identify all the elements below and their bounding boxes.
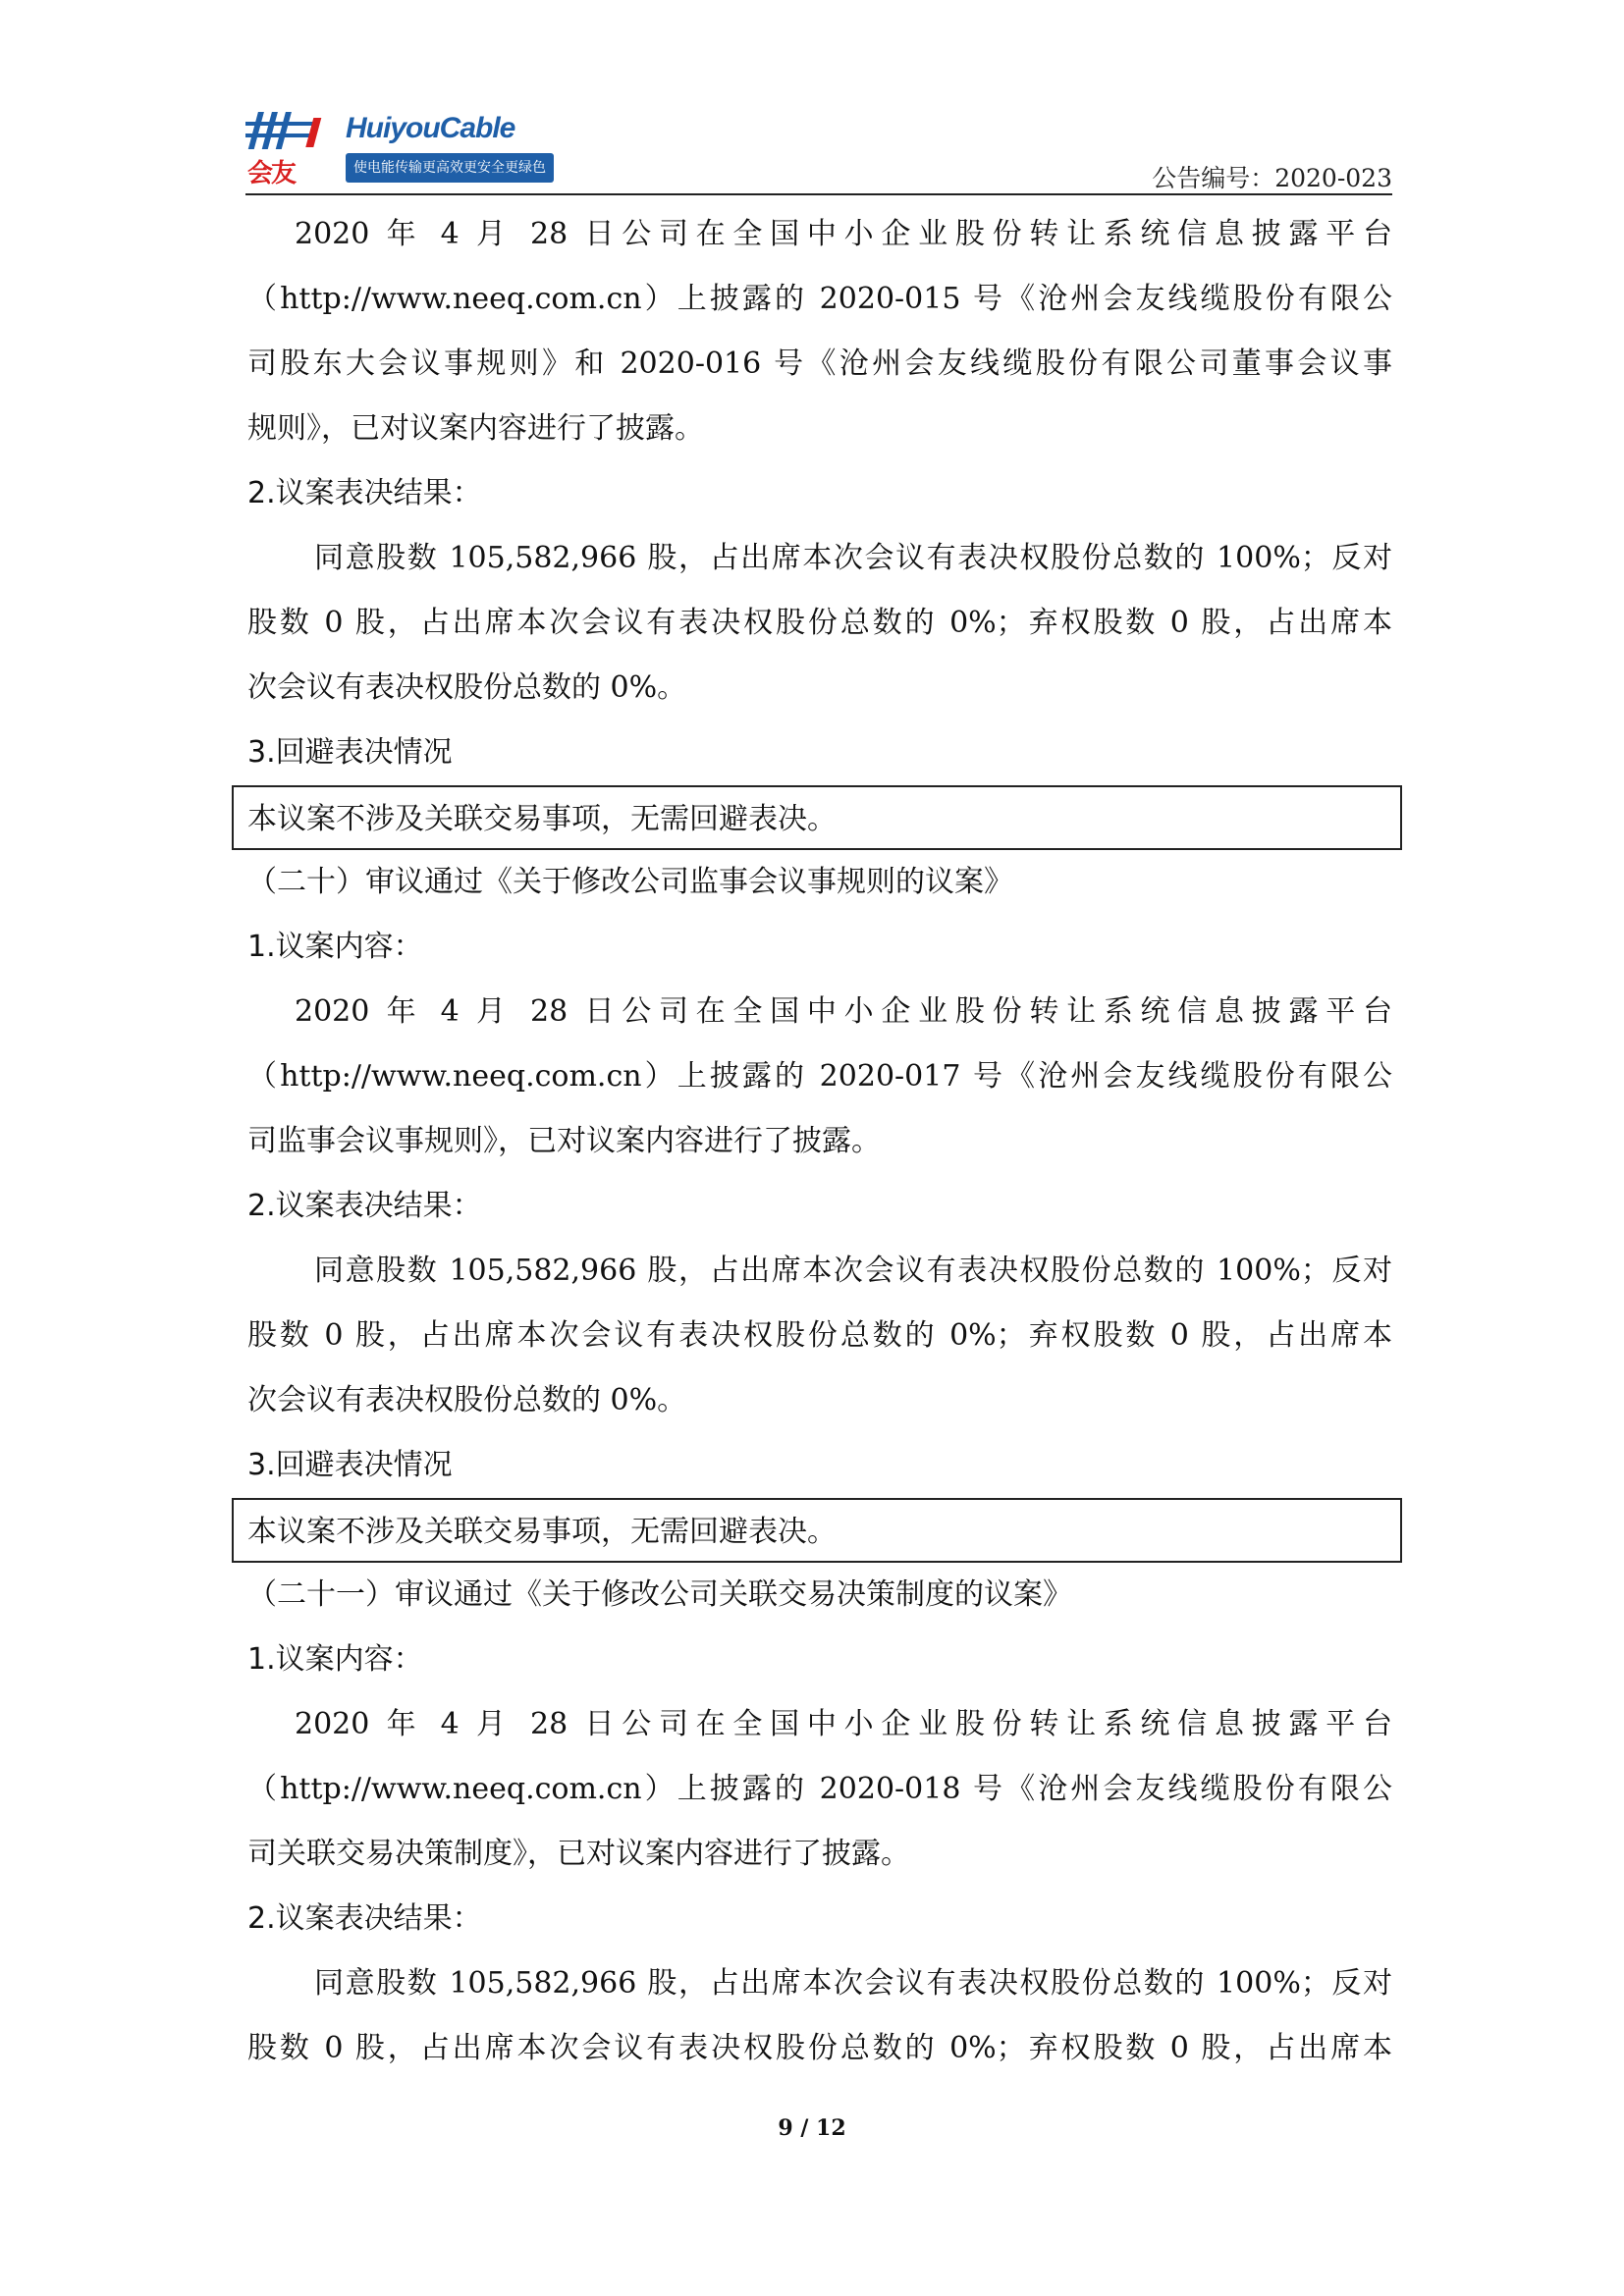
paragraph-line: 同意股数 105,582,966 股，占出席本次会议有表决权股份总数的 100%；反对 bbox=[314, 541, 1392, 575]
paragraph-line: （http://www.neeq.com.cn）上披露的 2020-017 号《沧州会友线缆股份有限公 bbox=[247, 1059, 1392, 1094]
section-label: 1.议案内容： bbox=[247, 1642, 423, 1677]
paragraph-line: 2020 年 4 月 28 日公司在全国中小企业股份转让系统信息披露平台 bbox=[295, 1707, 1392, 1741]
section-label: 2.议案表决结果： bbox=[247, 1901, 482, 1936]
paragraph-line: 司关联交易决策制度》，已对议案内容进行了披露。 bbox=[247, 1837, 910, 1871]
resolution-heading: （二十）审议通过《关于修改公司监事会议事规则的议案》 bbox=[247, 865, 1013, 899]
header-divider bbox=[245, 193, 1392, 195]
paragraph-line: 股数 0 股，占出席本次会议有表决权股份总数的 0%；弃权股数 0 股，占出席本 bbox=[247, 2031, 1392, 2065]
logo-slogan: 使电能传输更高效更安全更绿色 bbox=[346, 153, 554, 183]
section-label: 3.回避表决情况 bbox=[247, 1448, 453, 1482]
announcement-number: 公告编号：2020-023 bbox=[1152, 164, 1392, 192]
paragraph-line: 次会议有表决权股份总数的 0%。 bbox=[247, 670, 687, 705]
resolution-heading: （二十一）审议通过《关于修改公司关联交易决策制度的议案》 bbox=[247, 1577, 1072, 1612]
section-label: 2.议案表决结果： bbox=[247, 476, 482, 510]
paragraph-line: 股数 0 股，占出席本次会议有表决权股份总数的 0%；弃权股数 0 股，占出席本 bbox=[247, 606, 1392, 640]
document-body bbox=[247, 202, 1392, 2081]
logo-chinese-text: 会友 bbox=[247, 159, 296, 188]
paragraph-line: 2020 年 4 月 28 日公司在全国中小企业股份转让系统信息披露平台 bbox=[295, 994, 1392, 1029]
paragraph-line: （http://www.neeq.com.cn）上披露的 2020-015 号《沧州会友线缆股份有限公 bbox=[247, 282, 1392, 316]
paragraph-line: 股数 0 股，占出席本次会议有表决权股份总数的 0%；弃权股数 0 股，占出席本 bbox=[247, 1318, 1392, 1353]
section-label: 1.议案内容： bbox=[247, 930, 423, 964]
paragraph-line: 司监事会议事规则》，已对议案内容进行了披露。 bbox=[247, 1124, 881, 1158]
paragraph-line: 同意股数 105,582,966 股，占出席本次会议有表决权股份总数的 100%；反对 bbox=[314, 1254, 1392, 1288]
paragraph-line: 2020 年 4 月 28 日公司在全国中小企业股份转让系统信息披露平台 bbox=[295, 217, 1392, 251]
recusal-box: 本议案不涉及关联交易事项，无需回避表决。 bbox=[232, 785, 1402, 850]
recusal-box: 本议案不涉及关联交易事项，无需回避表决。 bbox=[232, 1498, 1402, 1563]
section-label: 2.议案表决结果： bbox=[247, 1189, 482, 1223]
section-label: 3.回避表决情况 bbox=[247, 735, 453, 770]
paragraph-line: 规则》，已对议案内容进行了披露。 bbox=[247, 411, 704, 446]
paragraph-line: 司股东大会议事规则》和 2020-016 号《沧州会友线缆股份有限公司董事会议事 bbox=[247, 347, 1392, 381]
page-number: 9 / 12 bbox=[778, 2115, 846, 2141]
company-logo bbox=[245, 108, 560, 188]
paragraph-line: 次会议有表决权股份总数的 0%。 bbox=[247, 1383, 687, 1417]
logo-english-text: HuiyouCable bbox=[346, 112, 515, 144]
paragraph-line: （http://www.neeq.com.cn）上披露的 2020-018 号《沧州会友线缆股份有限公 bbox=[247, 1772, 1392, 1806]
paragraph-line: 同意股数 105,582,966 股，占出席本次会议有表决权股份总数的 100%；反对 bbox=[314, 1966, 1392, 2001]
page-header bbox=[245, 108, 1392, 196]
logo-mark-icon bbox=[245, 108, 344, 153]
